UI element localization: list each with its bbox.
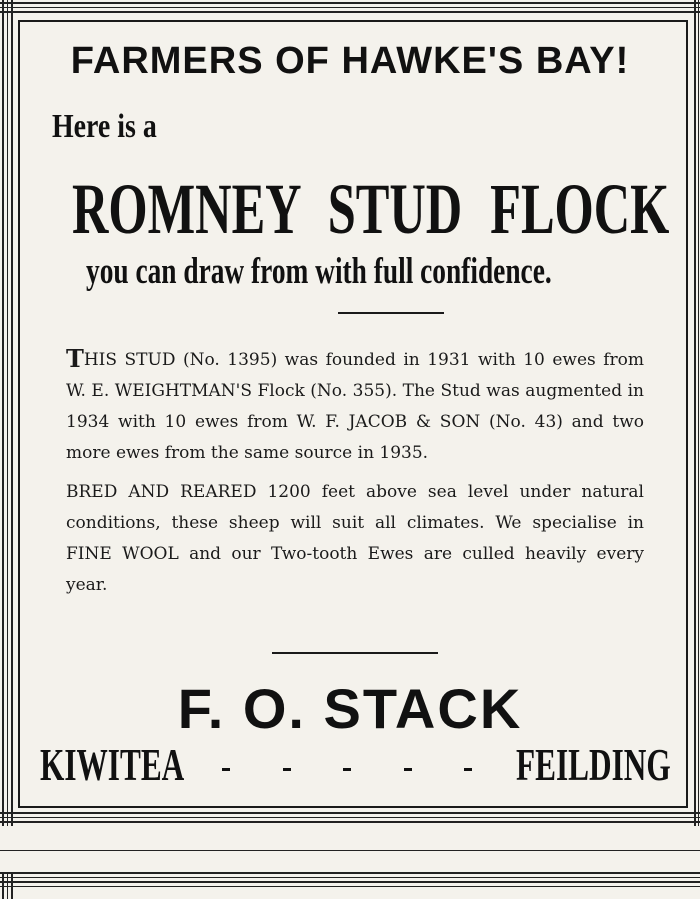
advertiser-name: F. O. STACK	[177, 677, 523, 740]
main-title: ROMNEY STUD FLOCK	[72, 169, 670, 249]
location-left: KIWITEA	[40, 739, 185, 790]
paragraph-history	[66, 343, 644, 469]
advert-intro: Here is a	[52, 108, 157, 145]
divider-bottom	[272, 652, 438, 654]
drop-cap: T	[66, 344, 84, 373]
paragraph-history-text: HIS STUD (No. 1395) was founded in 1931 with 10 ewes from W. E. WEIGHTMAN'S Flock (No. 355). The Stud was augmented in 1934 with 10 ewes from W. F. JACOB & SON (No. 43) and two more ewes from the same source in 1935.	[66, 350, 644, 463]
dash-separator	[222, 768, 472, 771]
body-text	[66, 343, 644, 601]
advert-heading: FARMERS OF HAWKE'S BAY!	[70, 40, 630, 82]
subtitle: you can draw from with full confidence.	[86, 251, 552, 292]
paragraph-breeding: BRED AND REARED 1200 feet above sea level under natural conditions, these sheep will suit all climates. We specialise in FINE WOOL and our Two-tooth Ewes are culled heavily every year.	[66, 482, 644, 595]
location-right: FEILDING	[516, 739, 671, 790]
divider-top	[338, 312, 444, 314]
